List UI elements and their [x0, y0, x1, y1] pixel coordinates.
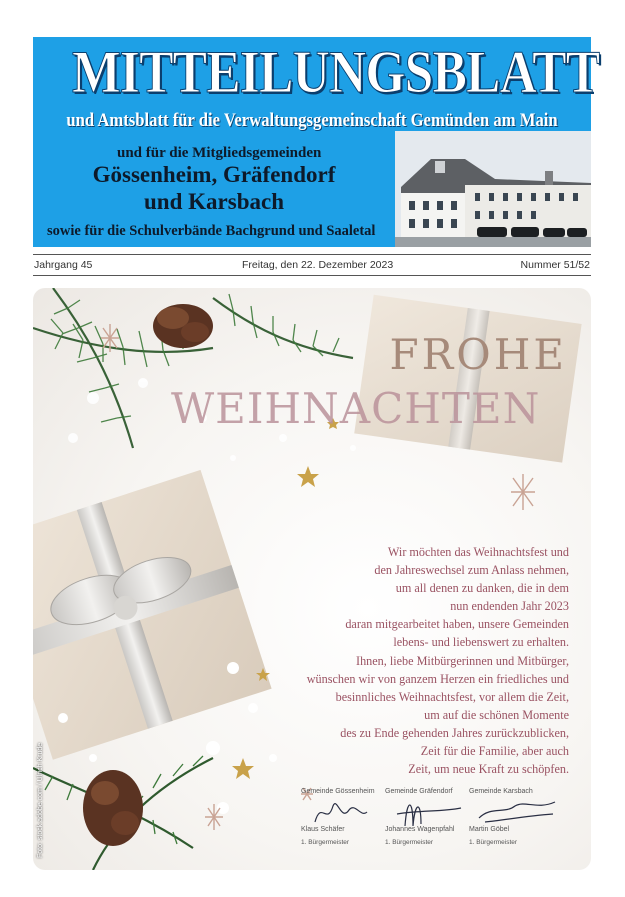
issue-info-bar — [33, 254, 591, 276]
newspaper-subtitle: und Amtsblatt für die Verwaltungsgemeinschaft Gemünden am Main — [66, 111, 558, 131]
signature-name: Johannes Wagenpfahl — [385, 826, 455, 833]
signature-role: 1. Bürgermeister — [469, 839, 518, 846]
message-line: des zu Ende gehenden Jahres zurückzublicken, — [340, 725, 569, 740]
volume-label: Jahrgang 45 — [34, 259, 93, 271]
member-communities-line-2: und Karsbach — [144, 189, 284, 214]
message-line: besinnliches Weihnachtsfest, vor allem die Zeit, — [335, 689, 569, 704]
member-communities — [69, 161, 359, 215]
signature-municipality: Gemeinde Gössenheim — [301, 788, 375, 795]
message-line: um all denen zu danken, die in dem — [395, 581, 569, 596]
issue-date: Freitag, den 22. Dezember 2023 — [242, 259, 394, 271]
handwritten-signature — [475, 792, 559, 828]
greeting-weihnachten: WEIHNACHTEN — [171, 384, 541, 433]
school-associations: sowie für die Schulverbände Bachgrund und Saaletal — [47, 223, 376, 239]
message-line: den Jahreswechsel zum Anlass nehmen, — [374, 563, 569, 578]
message-line: lebens- und liebenswert zu erhalten. — [393, 635, 569, 650]
message-line: nun endenden Jahr 2023 — [450, 599, 569, 614]
newspaper-title: MITTEILUNGSBLATT — [72, 39, 600, 105]
message-line: um auf die schönen Momente — [424, 707, 569, 722]
message-line: daran mitgearbeitet haben, unsere Gemeinden — [345, 617, 569, 632]
signature-role: 1. Bürgermeister — [301, 839, 350, 846]
christmas-message — [239, 543, 569, 778]
member-communities-intro: und für die Mitgliedsgemeinden — [117, 145, 322, 161]
signature-role: 1. Bürgermeister — [385, 839, 434, 846]
message-line: Ihnen, liebe Mitbürgerinnen und Mitbürger, — [356, 653, 569, 668]
town-hall-photo — [395, 131, 591, 247]
issue-number: Nummer 51/52 — [520, 259, 590, 271]
signature-block — [301, 788, 591, 858]
message-line: wünschen wir von ganzem Herzen ein friedliches und — [306, 671, 569, 686]
masthead — [33, 37, 600, 247]
handwritten-signature — [307, 792, 391, 828]
member-communities-line-1: Gössenheim, Gräfendorf — [92, 162, 336, 187]
message-line: Wir möchten das Weihnachtsfest und — [387, 545, 569, 559]
signature-municipality: Gemeinde Karsbach — [469, 788, 533, 795]
signature-municipality: Gemeinde Gräfendorf — [385, 788, 453, 795]
signature-name: Martin Göbel — [469, 826, 510, 833]
signature-name: Klaus Schäfer — [301, 826, 345, 833]
handwritten-signature — [391, 792, 475, 828]
town-hall-illustration — [395, 131, 591, 247]
photo-credit: Foto: stock.adobe.com / Ulrich Krude — [37, 742, 44, 858]
message-line: Zeit für die Familie, aber auch — [420, 744, 569, 759]
greeting-frohe: FROHE — [389, 330, 567, 379]
christmas-card — [33, 288, 591, 870]
message-line: Zeit, um neue Kraft zu schöpfen. — [408, 762, 569, 777]
